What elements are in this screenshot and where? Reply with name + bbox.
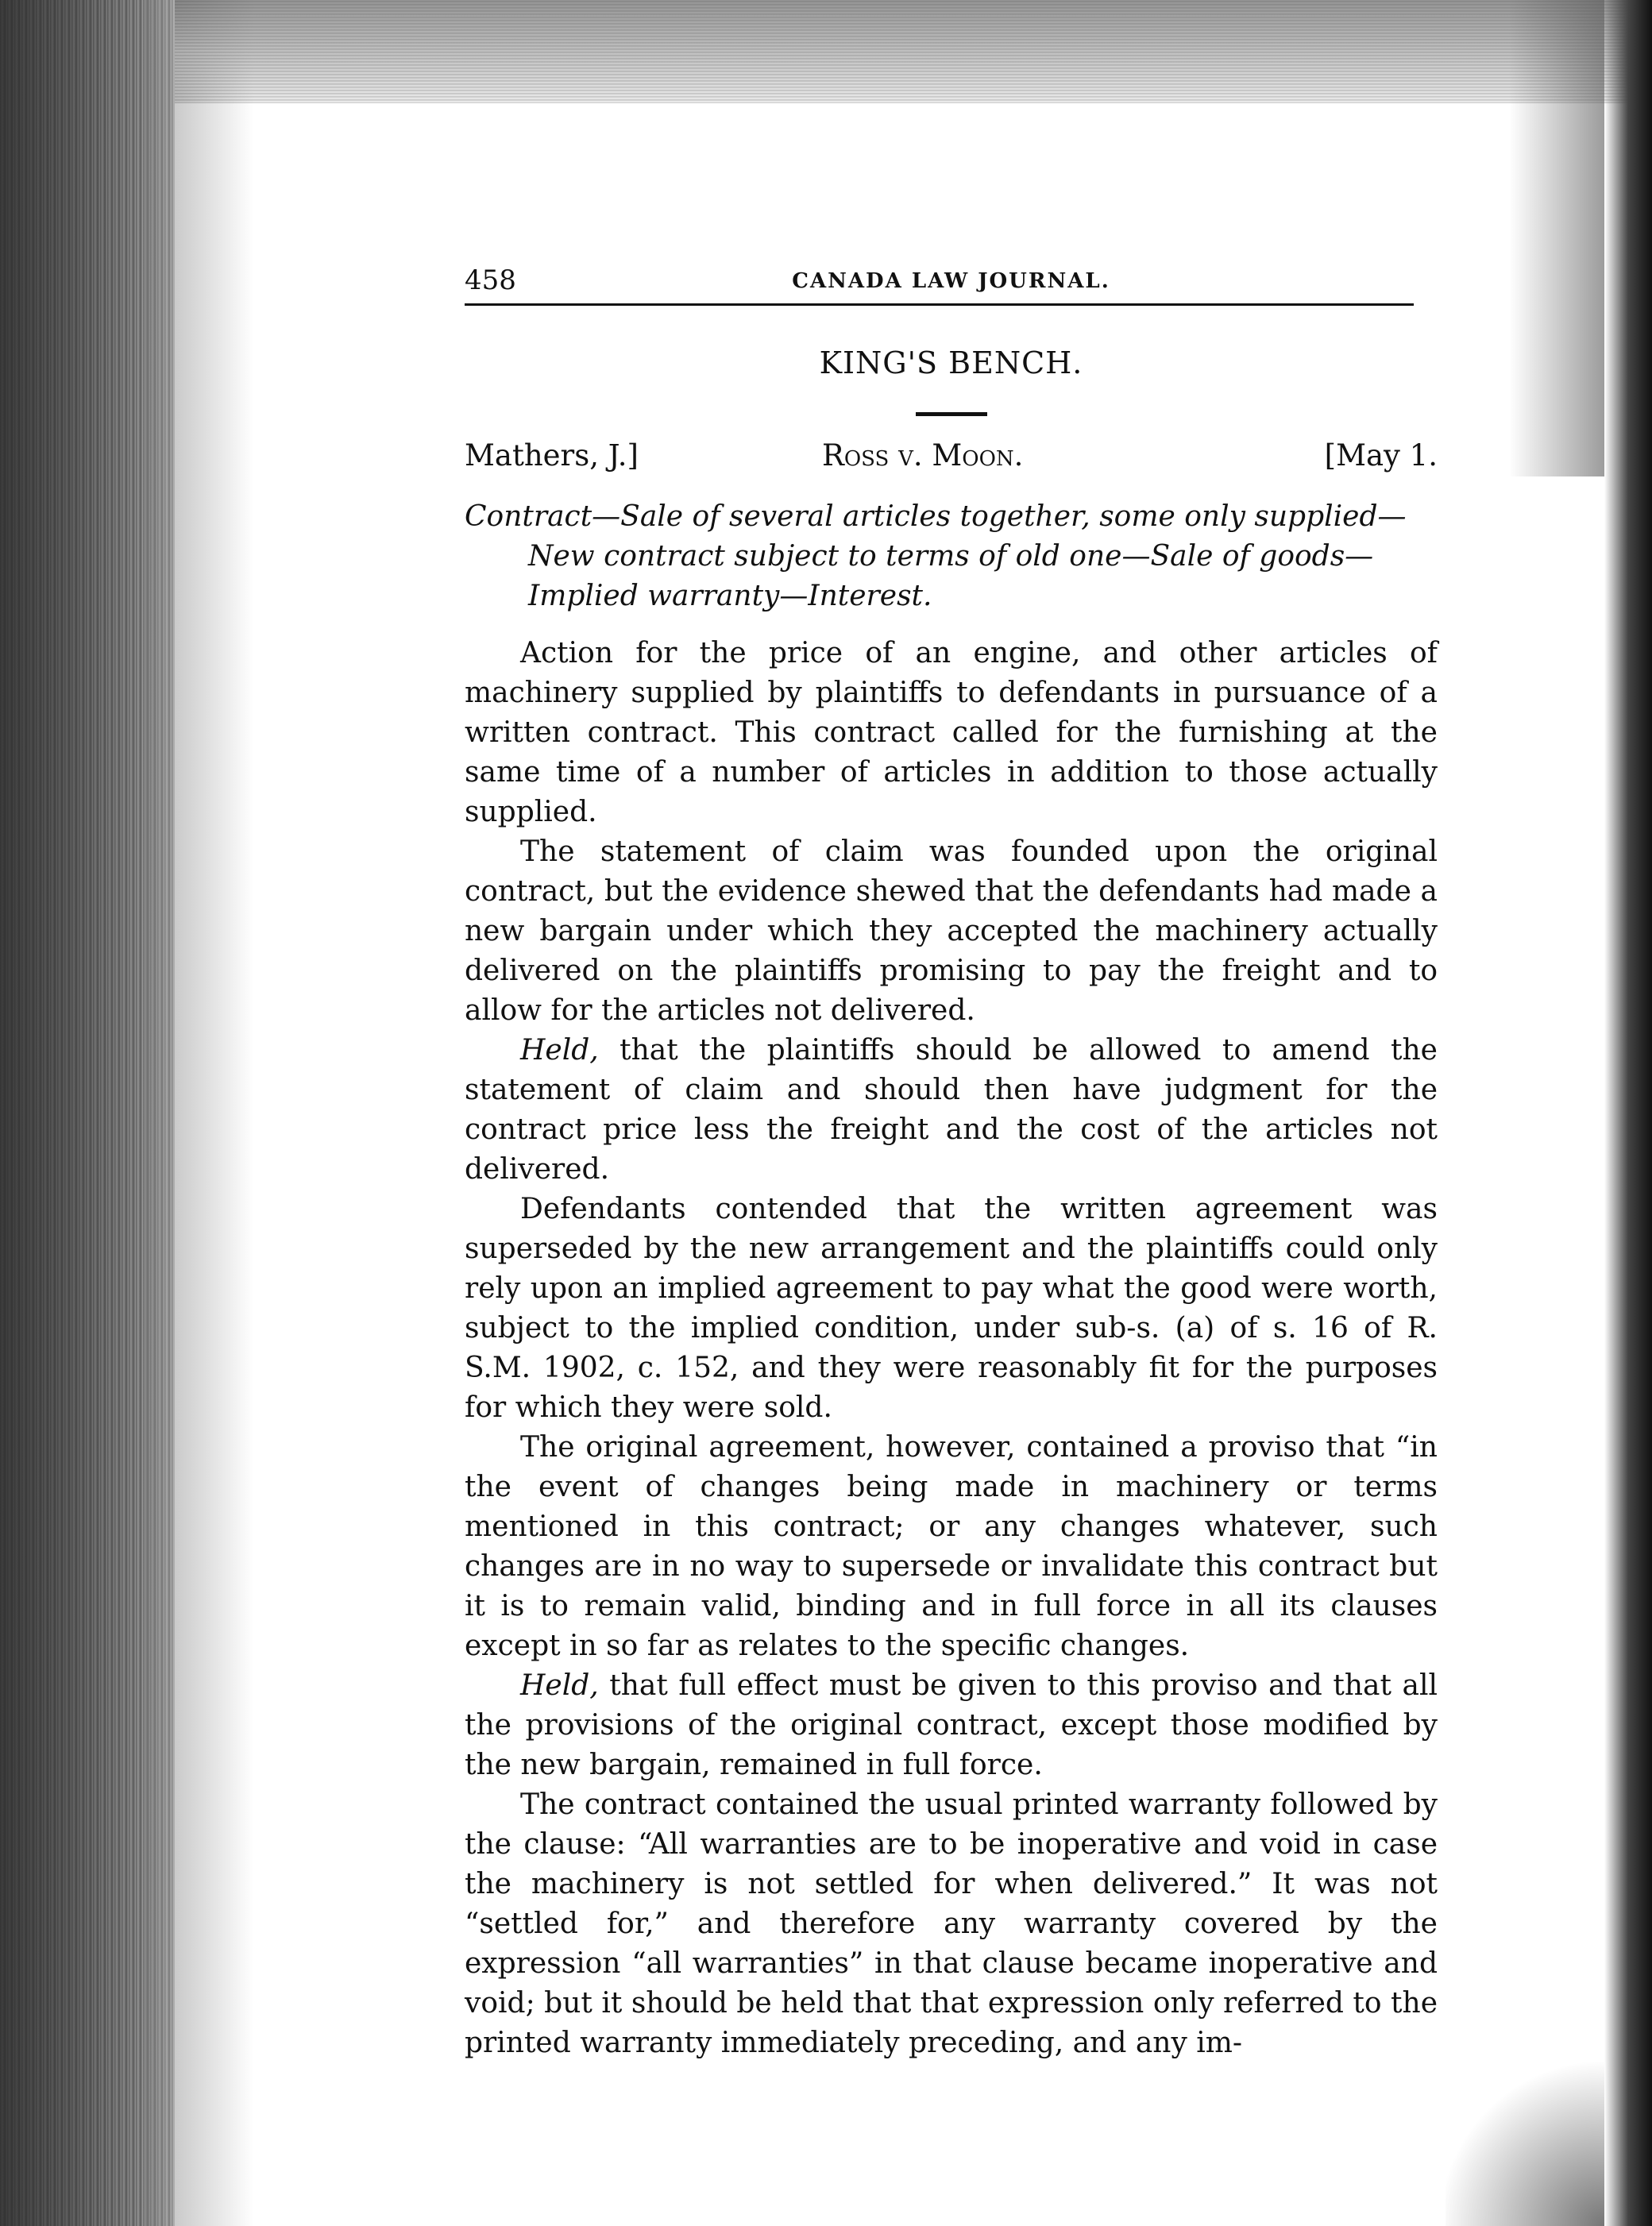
paragraph-text: Action for the price of an engine, and other articles of machinery supplied by plaintiffs to defendants in pursuance of a written contract. This contract called for the furnishing at the same time of a number of articles in addition to those actually supplied. bbox=[465, 637, 1438, 828]
document-page bbox=[465, 258, 1438, 2063]
paragraph bbox=[465, 832, 1438, 1031]
paragraph bbox=[465, 634, 1438, 832]
case-line bbox=[465, 438, 1438, 483]
paragraph bbox=[465, 1785, 1438, 2063]
case-name: Ross v. Moon. bbox=[822, 438, 1024, 473]
case-judge: Mathers, J.] bbox=[465, 438, 639, 473]
paragraph bbox=[465, 1031, 1438, 1190]
scan-shadow-right-edge bbox=[1509, 0, 1604, 476]
paragraph-text: Defendants contended that the written agreement was superseded by the new arrangement and the plaintiffs could only rely upon an implied agreement to pay what the good were worth, subject to the implied condition, under sub-s. (a) of s. 16 of R. S.M. 1902, c. 152, and they were reasonably fit for the purposes for which they were sold. bbox=[465, 1193, 1438, 1424]
paragraph-text: that full effect must be given to this proviso and that all the provisions of the original contract, except those modified by the new bargain, remained in full force. bbox=[465, 1669, 1438, 1781]
scan-shadow-left-fade bbox=[143, 0, 254, 2226]
journal-title: CANADA LAW JOURNAL. bbox=[792, 269, 1110, 293]
scan-shadow-bottom-right bbox=[1446, 2051, 1604, 2226]
paragraph bbox=[465, 1666, 1438, 1785]
headnote: Contract—Sale of several articles together, some only supplied—New contract subject to terms of old one—Sale of goods—Implied warranty—Interest. bbox=[465, 500, 1407, 612]
court-heading: KING'S BENCH. bbox=[819, 345, 1083, 380]
body-text bbox=[465, 634, 1438, 2063]
paragraph-text: The statement of claim was founded upon the original contract, but the evidence shewed that the defendants had made a new bargain under which they accepted the machinery actually delivered on the plaintiffs promising to pay the freight and to allow for the articles not delivered. bbox=[465, 835, 1438, 1027]
paragraph-text: The original agreement, however, contained a proviso that “in the event of changes being made in machinery or terms mentioned in this contract; or any changes whatever, such changes are in no way to supersede or invalidate this contract but it is to remain valid, binding and in full force in all its clauses except in so far as relates to the specific changes. bbox=[465, 1431, 1438, 1662]
header-rule bbox=[465, 303, 1414, 306]
held-label: Held, bbox=[520, 1669, 599, 1702]
paragraph-text: The contract contained the usual printed warranty followed by the clause: “All warranties are to be inoperative and void in case the machinery is not settled for when delivered.” It was not “settled for,” and therefore any warranty covered by the expression “all warranties” in that clause became inoperative and void; but it should be held that that expression only referred to the printed warranty immediately preceding, and any im- bbox=[465, 1788, 1438, 2059]
paragraph-text: that the plaintiffs should be allowed to amend the statement of claim and should then have judgment for the contract price less the freight and the cost of the articles not delivered. bbox=[465, 1034, 1438, 1186]
scan-shadow-right bbox=[1604, 0, 1652, 2226]
scan-shadow-top bbox=[175, 0, 1652, 103]
page-header bbox=[465, 258, 1438, 298]
held-label: Held, bbox=[520, 1034, 599, 1067]
page-number: 458 bbox=[465, 264, 516, 296]
section-divider bbox=[916, 412, 987, 416]
paragraph bbox=[465, 1428, 1438, 1666]
paragraph bbox=[465, 1190, 1438, 1428]
case-date: [May 1. bbox=[1324, 438, 1438, 473]
